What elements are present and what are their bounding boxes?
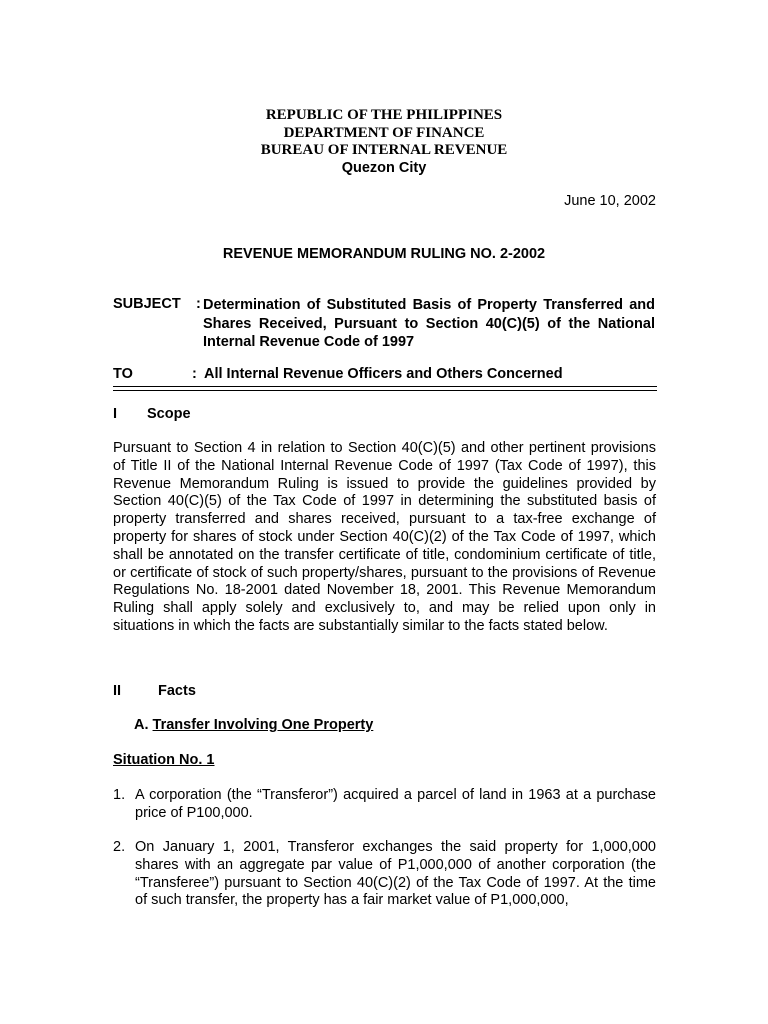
subject-text: Determination of Substituted Basis of Property Transferred and Shares Received, Pursuant to Section 40(C)(5) of the National Internal Revenue Code of 1997 — [203, 297, 655, 350]
scope-paragraph: Pursuant to Section 4 in relation to Section 40(C)(5) and other pertinent provisions of Title II of the National Internal Revenue Code of 1997 (Tax Code of 1997), this Revenue Memorandum Ruling is issued to provide the guidelines provided by Section 40(C)(5) of the Tax Code of 1997 in determining the substituted basis of property transferred and shares received, pursuant to a tax-free exchange of property for shares of stock under Section 40(C)(2) of the Tax Code of 1997, which shall be annotated on the transfer certificate of title, condominium certificate of title, or certificate of stock of such property/shares, pursuant to the provisions of Revenue Regulations No. 18-2001 dated November 18, 2001. This Revenue Memorandum Ruling shall apply solely and exclusively to, and may be relied upon only in situations in which the facts are substantially similar to the facts stated below. — [113, 440, 656, 634]
list-item-number: 2. — [113, 839, 126, 855]
to-text: All Internal Revenue Officers and Others Concerned — [204, 366, 563, 382]
document-title: REVENUE MEMORANDUM RULING NO. 2-2002 — [222, 246, 546, 262]
section-1-title: Scope — [147, 406, 191, 422]
to-label: TO — [113, 366, 133, 382]
header-bureau: BUREAU OF INTERNAL REVENUE — [260, 142, 508, 158]
section-2-number: II — [113, 683, 122, 699]
divider-rule-thin — [113, 390, 657, 391]
situation-heading: Situation No. 1 — [113, 752, 215, 768]
subject-colon: : — [196, 296, 201, 312]
subsection-letter: A. — [134, 717, 149, 733]
header-department: DEPARTMENT OF FINANCE — [283, 125, 485, 141]
header-city: Quezon City — [341, 160, 427, 176]
list-item — [113, 787, 656, 823]
list-item-number: 1. — [113, 787, 126, 803]
subject-label: SUBJECT — [113, 296, 181, 312]
section-1-number: I — [113, 406, 118, 422]
list-item-text: A corporation (the “Transferor”) acquired a parcel of land in 1963 at a purchase price of P100,000. — [135, 787, 656, 821]
section-2-title: Facts — [158, 683, 196, 699]
document-date: June 10, 2002 — [564, 193, 656, 209]
list-item — [113, 839, 656, 910]
header-republic: REPUBLIC OF THE PHILIPPINES — [265, 107, 503, 123]
list-item-text: On January 1, 2001, Transferor exchanges the said property for 1,000,000 shares with an aggregate par value of P1,000,000 of another corporation (the “Transferee”) pursuant to Section 40(C)(2) of the Tax Code of 1997. At the time of such transfer, the property has a fair market value of P1,000,000, — [135, 839, 656, 909]
to-colon: : — [192, 366, 197, 382]
subsection-title: Transfer Involving One Property — [152, 717, 374, 733]
subsection-heading — [134, 717, 373, 733]
divider-rule — [113, 386, 657, 387]
